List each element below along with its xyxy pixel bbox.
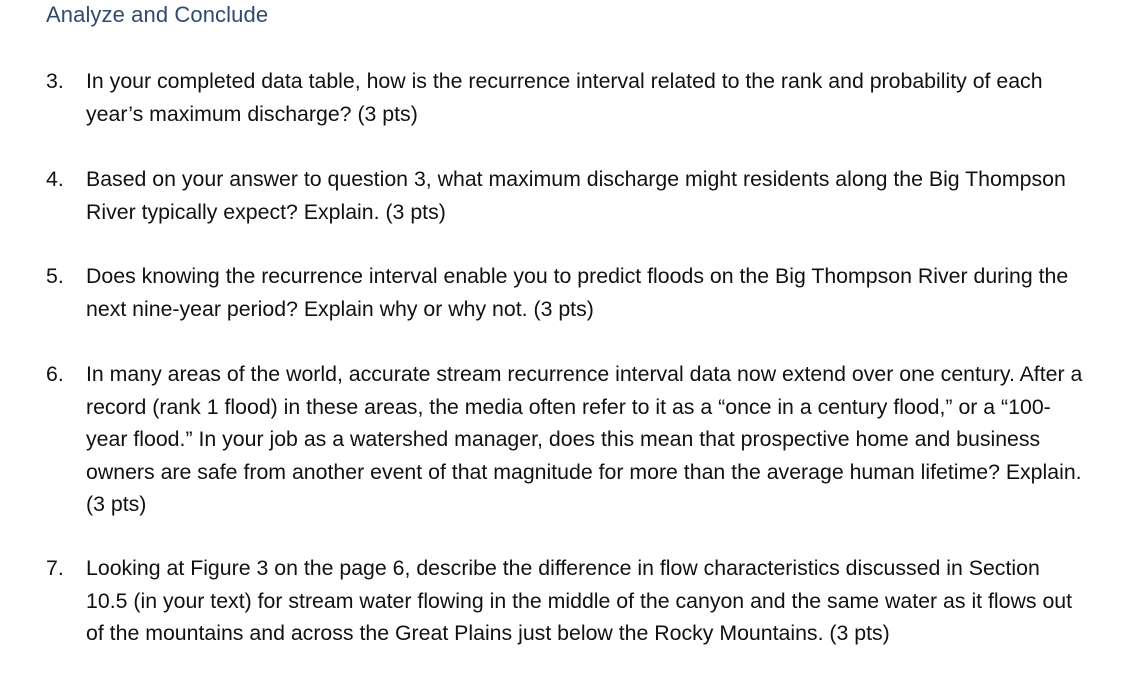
question-text: In your completed data table, how is the recurrence interval related to the rank and probability of each year’s maximum discharge? (3 pts) [86,69,1043,126]
question-number: 5. [46,264,64,288]
question-7 [46,552,1106,650]
question-number: 6. [46,362,64,386]
question-5 [46,260,1106,325]
question-4 [46,163,1106,228]
question-text: In many areas of the world, accurate stream recurrence interval data now extend over one century. After a record (rank 1 flood) in these areas, the media often refer to it as a “once in a century flood,” or a “100-year flood.” In your job as a watershed manager, does this mean that prospective home and business owners are safe from another event of that magnitude for more than the average human lifetime? Explain. (3 pts) [86,362,1083,516]
question-number: 3. [46,69,64,93]
question-number: 7. [46,556,64,580]
question-text: Based on your answer to question 3, what maximum discharge might residents along the Big Thompson River typically expect? Explain. (3 pts) [86,167,1066,224]
section-heading: Analyze and Conclude [46,2,269,27]
question-text: Looking at Figure 3 on the page 6, describe the difference in flow characteristics discussed in Section 10.5 (in your text) for stream water flowing in the middle of the canyon and the same water as it flows out of the mountains and across the Great Plains just below the Rocky Mountains. (3 pts) [86,556,1073,645]
question-3 [46,65,1106,130]
question-number: 4. [46,167,64,191]
question-text: Does knowing the recurrence interval enable you to predict floods on the Big Thompson River during the next nine-year period? Explain why or why not. (3 pts) [86,264,1069,321]
question-6 [46,358,1106,521]
